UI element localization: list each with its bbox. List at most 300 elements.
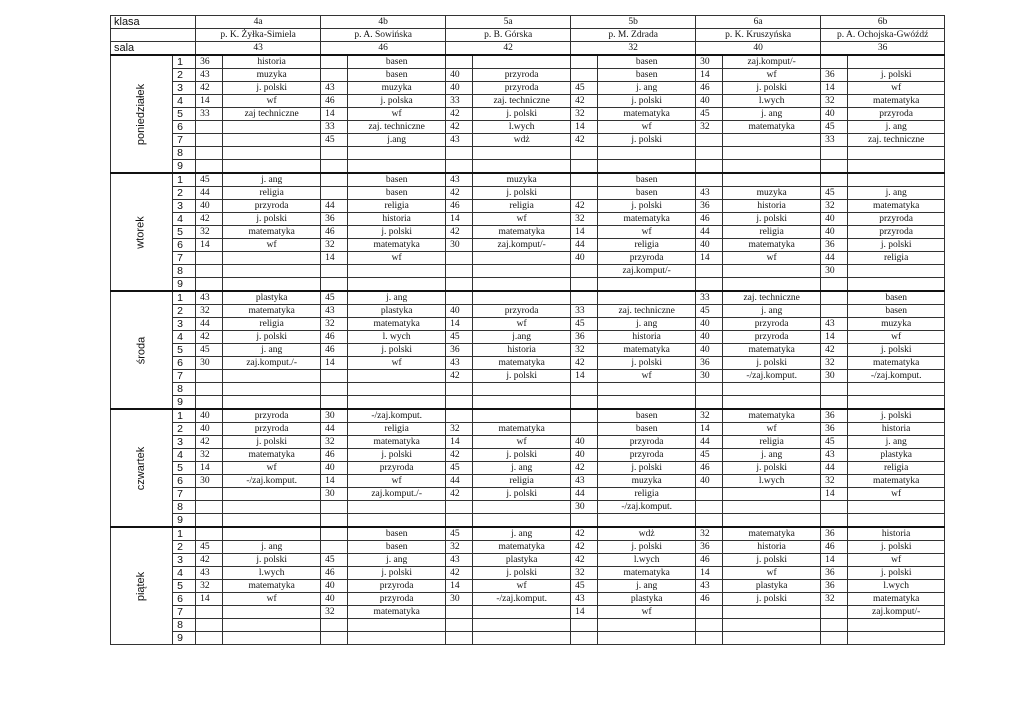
subject: religia bbox=[598, 239, 696, 252]
room-number: 43 bbox=[196, 567, 223, 580]
room-number: 45 bbox=[446, 527, 473, 541]
subject: wf bbox=[223, 593, 321, 606]
subject: j. ang bbox=[473, 527, 571, 541]
subject bbox=[723, 632, 821, 645]
subject: wf bbox=[348, 357, 446, 370]
subject: muzyka bbox=[223, 69, 321, 82]
lesson-number: 2 bbox=[173, 187, 196, 200]
lesson-number: 7 bbox=[173, 370, 196, 383]
room-number bbox=[321, 69, 348, 82]
subject: przyroda bbox=[473, 305, 571, 318]
room-number: 43 bbox=[196, 291, 223, 305]
lesson-number: 6 bbox=[173, 593, 196, 606]
subject: basen bbox=[848, 305, 945, 318]
lesson-row bbox=[111, 318, 945, 331]
subject bbox=[723, 278, 821, 292]
lesson-number: 4 bbox=[173, 567, 196, 580]
room-number: 40 bbox=[821, 226, 848, 239]
subject: matematyka bbox=[348, 606, 446, 619]
room-number bbox=[696, 278, 723, 292]
subject bbox=[598, 383, 696, 396]
class-teacher: p. A. Sowińska bbox=[321, 29, 446, 42]
subject: matematyka bbox=[348, 239, 446, 252]
room-number: 45 bbox=[321, 134, 348, 147]
room-number bbox=[196, 619, 223, 632]
subject: wf bbox=[223, 239, 321, 252]
subject: j. polski bbox=[348, 344, 446, 357]
subject: j. polski bbox=[723, 462, 821, 475]
subject: j. polski bbox=[473, 449, 571, 462]
room-number bbox=[821, 383, 848, 396]
subject: religia bbox=[598, 488, 696, 501]
room-number: 14 bbox=[571, 226, 598, 239]
subject: j. polski bbox=[598, 357, 696, 370]
subject: wf bbox=[598, 370, 696, 383]
lesson-row bbox=[111, 554, 945, 567]
lesson-number: 4 bbox=[173, 449, 196, 462]
room-number: 14 bbox=[321, 252, 348, 265]
subject: przyroda bbox=[723, 331, 821, 344]
subject bbox=[348, 278, 446, 292]
room-number: 36 bbox=[696, 200, 723, 213]
lesson-row bbox=[111, 121, 945, 134]
subject: religia bbox=[348, 423, 446, 436]
subject bbox=[223, 147, 321, 160]
subject bbox=[348, 147, 446, 160]
lesson-number: 8 bbox=[173, 383, 196, 396]
room-number bbox=[196, 396, 223, 410]
lesson-row bbox=[111, 187, 945, 200]
subject: basen bbox=[348, 541, 446, 554]
subject bbox=[223, 252, 321, 265]
subject bbox=[348, 396, 446, 410]
room-number bbox=[696, 134, 723, 147]
room-number bbox=[446, 606, 473, 619]
subject: l.wych bbox=[223, 567, 321, 580]
lesson-number: 5 bbox=[173, 226, 196, 239]
day-label bbox=[111, 55, 173, 173]
room-number: 30 bbox=[321, 409, 348, 423]
subject: j. polski bbox=[473, 187, 571, 200]
lesson-number: 5 bbox=[173, 108, 196, 121]
room-number: 45 bbox=[696, 449, 723, 462]
room-number bbox=[821, 632, 848, 645]
subject: j. ang bbox=[348, 554, 446, 567]
class-name: 5a bbox=[446, 16, 571, 29]
subject: historia bbox=[348, 213, 446, 226]
subject bbox=[223, 527, 321, 541]
room-number bbox=[321, 396, 348, 410]
room-number bbox=[571, 69, 598, 82]
subject bbox=[473, 160, 571, 174]
room-number: 14 bbox=[571, 606, 598, 619]
room-number bbox=[571, 147, 598, 160]
subject bbox=[348, 265, 446, 278]
room-number: 45 bbox=[321, 291, 348, 305]
room-number bbox=[446, 265, 473, 278]
room-number bbox=[821, 305, 848, 318]
room-number: 14 bbox=[821, 82, 848, 95]
room-number: 45 bbox=[571, 318, 598, 331]
subject: j. ang bbox=[848, 436, 945, 449]
lesson-number: 1 bbox=[173, 173, 196, 187]
lesson-row bbox=[111, 475, 945, 488]
lesson-number: 3 bbox=[173, 200, 196, 213]
subject: religia bbox=[723, 226, 821, 239]
room-number: 32 bbox=[321, 436, 348, 449]
subject: zaj. techniczne bbox=[848, 134, 945, 147]
day-name: czwartek bbox=[135, 446, 148, 490]
subject: muzyka bbox=[723, 187, 821, 200]
lesson-number: 6 bbox=[173, 121, 196, 134]
room-number: 40 bbox=[446, 69, 473, 82]
subject bbox=[473, 409, 571, 423]
subject: przyroda bbox=[598, 252, 696, 265]
subject: basen bbox=[348, 173, 446, 187]
subject: basen bbox=[348, 55, 446, 69]
room-number bbox=[321, 383, 348, 396]
subject bbox=[223, 488, 321, 501]
subject: basen bbox=[348, 69, 446, 82]
subject: plastyka bbox=[598, 593, 696, 606]
lesson-row bbox=[111, 252, 945, 265]
subject bbox=[723, 501, 821, 514]
class-room-row bbox=[111, 42, 945, 56]
room-number bbox=[196, 514, 223, 528]
room-number: 43 bbox=[696, 580, 723, 593]
blank-cell bbox=[111, 29, 196, 42]
room-number bbox=[571, 187, 598, 200]
subject: j. polski bbox=[223, 436, 321, 449]
room-number: 42 bbox=[196, 82, 223, 95]
room-number: 43 bbox=[446, 173, 473, 187]
lesson-number: 5 bbox=[173, 344, 196, 357]
subject bbox=[223, 121, 321, 134]
room-number: 44 bbox=[821, 252, 848, 265]
subject: wf bbox=[723, 69, 821, 82]
room-number bbox=[196, 134, 223, 147]
subject: wf bbox=[723, 252, 821, 265]
room-number: 42 bbox=[446, 187, 473, 200]
room-number: 40 bbox=[321, 580, 348, 593]
subject: matematyka bbox=[473, 541, 571, 554]
subject: j. polski bbox=[848, 409, 945, 423]
lesson-row bbox=[111, 357, 945, 370]
subject: wf bbox=[473, 318, 571, 331]
subject: matematyka bbox=[848, 200, 945, 213]
lesson-row bbox=[111, 632, 945, 645]
room-number: 14 bbox=[196, 95, 223, 108]
subject: przyroda bbox=[473, 82, 571, 95]
lesson-row bbox=[111, 160, 945, 174]
room-number bbox=[571, 632, 598, 645]
room-number: 45 bbox=[196, 173, 223, 187]
room-number: 14 bbox=[821, 488, 848, 501]
room-number: 40 bbox=[446, 82, 473, 95]
room-number: 45 bbox=[571, 580, 598, 593]
room-number: 46 bbox=[696, 82, 723, 95]
room-number: 44 bbox=[196, 318, 223, 331]
subject: religia bbox=[223, 187, 321, 200]
subject bbox=[348, 514, 446, 528]
room-number: 44 bbox=[571, 488, 598, 501]
subject: j. polski bbox=[473, 567, 571, 580]
room-number: 44 bbox=[196, 187, 223, 200]
subject: historia bbox=[598, 331, 696, 344]
room-number: 36 bbox=[446, 344, 473, 357]
lesson-number: 2 bbox=[173, 541, 196, 554]
day-label bbox=[111, 291, 173, 409]
subject: basen bbox=[598, 409, 696, 423]
subject: wf bbox=[723, 567, 821, 580]
lesson-row bbox=[111, 200, 945, 213]
room-number: 45 bbox=[196, 541, 223, 554]
lesson-number: 7 bbox=[173, 134, 196, 147]
room-number: 32 bbox=[696, 527, 723, 541]
lesson-row bbox=[111, 462, 945, 475]
lesson-row bbox=[111, 541, 945, 554]
room-number: 43 bbox=[571, 475, 598, 488]
room-number bbox=[821, 160, 848, 174]
subject: j. ang bbox=[723, 108, 821, 121]
room-number: 46 bbox=[696, 554, 723, 567]
lesson-row bbox=[111, 226, 945, 239]
room-number bbox=[321, 527, 348, 541]
room-number: 42 bbox=[571, 554, 598, 567]
subject: wf bbox=[473, 436, 571, 449]
subject bbox=[223, 501, 321, 514]
class-teacher-row bbox=[111, 29, 945, 42]
subject: wf bbox=[598, 121, 696, 134]
lesson-number: 7 bbox=[173, 252, 196, 265]
lesson-row bbox=[111, 213, 945, 226]
lesson-row bbox=[111, 514, 945, 528]
subject: matematyka bbox=[723, 239, 821, 252]
subject: j. ang bbox=[598, 318, 696, 331]
subject bbox=[723, 265, 821, 278]
room-number: 40 bbox=[196, 409, 223, 423]
room-number bbox=[696, 632, 723, 645]
room-number: 30 bbox=[196, 357, 223, 370]
subject: wf bbox=[598, 226, 696, 239]
lesson-row bbox=[111, 108, 945, 121]
subject: wf bbox=[723, 423, 821, 436]
lesson-number: 1 bbox=[173, 527, 196, 541]
subject: przyroda bbox=[223, 423, 321, 436]
subject bbox=[848, 160, 945, 174]
subject: religia bbox=[348, 200, 446, 213]
subject bbox=[598, 396, 696, 410]
room-number: 44 bbox=[321, 200, 348, 213]
lesson-number: 9 bbox=[173, 278, 196, 292]
lesson-number: 1 bbox=[173, 409, 196, 423]
subject: wf bbox=[598, 606, 696, 619]
lesson-row bbox=[111, 580, 945, 593]
subject: matematyka bbox=[723, 527, 821, 541]
room-number: 43 bbox=[321, 305, 348, 318]
lesson-number: 4 bbox=[173, 95, 196, 108]
room-number: 36 bbox=[321, 213, 348, 226]
subject bbox=[473, 55, 571, 69]
subject: j. ang bbox=[473, 462, 571, 475]
subject: plastyka bbox=[223, 291, 321, 305]
room-number: 46 bbox=[696, 213, 723, 226]
room-number bbox=[196, 265, 223, 278]
lesson-number: 1 bbox=[173, 291, 196, 305]
room-number bbox=[446, 619, 473, 632]
subject: matematyka bbox=[348, 318, 446, 331]
room-number bbox=[821, 147, 848, 160]
room-number: 46 bbox=[446, 200, 473, 213]
room-number: 46 bbox=[321, 95, 348, 108]
room-number bbox=[571, 160, 598, 174]
room-number bbox=[446, 514, 473, 528]
room-number bbox=[446, 396, 473, 410]
lesson-row bbox=[111, 409, 945, 423]
lesson-row bbox=[111, 55, 945, 69]
room-number bbox=[446, 160, 473, 174]
room-number bbox=[571, 396, 598, 410]
room-number bbox=[321, 619, 348, 632]
subject: muzyka bbox=[848, 318, 945, 331]
room-number: 42 bbox=[571, 462, 598, 475]
room-number bbox=[196, 606, 223, 619]
lesson-row bbox=[111, 265, 945, 278]
subject bbox=[723, 619, 821, 632]
subject: j. ang bbox=[598, 580, 696, 593]
lesson-row bbox=[111, 278, 945, 292]
lesson-row bbox=[111, 423, 945, 436]
class-teacher: p. B. Górska bbox=[446, 29, 571, 42]
lesson-number: 2 bbox=[173, 305, 196, 318]
class-teacher: p. A. Ochojska-Gwóźdź bbox=[821, 29, 945, 42]
subject bbox=[473, 632, 571, 645]
lesson-number: 4 bbox=[173, 213, 196, 226]
room-number: 14 bbox=[696, 69, 723, 82]
room-number: 42 bbox=[571, 200, 598, 213]
room-number: 36 bbox=[571, 331, 598, 344]
lesson-row bbox=[111, 305, 945, 318]
subject: przyroda bbox=[348, 462, 446, 475]
subject: plastyka bbox=[848, 449, 945, 462]
subject: basen bbox=[598, 69, 696, 82]
subject bbox=[848, 632, 945, 645]
room-number: 32 bbox=[571, 213, 598, 226]
subject: j. ang bbox=[348, 291, 446, 305]
room-number: 40 bbox=[696, 95, 723, 108]
lesson-number: 9 bbox=[173, 514, 196, 528]
subject bbox=[723, 606, 821, 619]
room-number bbox=[696, 488, 723, 501]
subject: przyroda bbox=[598, 436, 696, 449]
subject bbox=[848, 278, 945, 292]
room-number: 46 bbox=[321, 567, 348, 580]
room-number: 40 bbox=[696, 239, 723, 252]
subject: wf bbox=[473, 213, 571, 226]
room-number bbox=[321, 187, 348, 200]
room-number: 33 bbox=[321, 121, 348, 134]
subject: przyroda bbox=[848, 108, 945, 121]
subject: wf bbox=[223, 95, 321, 108]
subject: przyroda bbox=[223, 409, 321, 423]
day-label bbox=[111, 527, 173, 645]
room-number: 32 bbox=[821, 593, 848, 606]
lesson-row bbox=[111, 383, 945, 396]
subject: basen bbox=[348, 527, 446, 541]
subject: j. polski bbox=[723, 357, 821, 370]
subject: -/zaj.komput. bbox=[598, 501, 696, 514]
subject: zaj.komput/- bbox=[848, 606, 945, 619]
subject: przyroda bbox=[848, 213, 945, 226]
room-number: 43 bbox=[321, 82, 348, 95]
room-number: 40 bbox=[321, 462, 348, 475]
room-number: 45 bbox=[696, 305, 723, 318]
room-number bbox=[821, 396, 848, 410]
subject: przyroda bbox=[223, 200, 321, 213]
room-number bbox=[446, 252, 473, 265]
room-number: 45 bbox=[821, 187, 848, 200]
subject: matematyka bbox=[598, 108, 696, 121]
class-teacher: p. K. Żyłka-Simiela bbox=[196, 29, 321, 42]
subject bbox=[348, 370, 446, 383]
room-number: 44 bbox=[696, 436, 723, 449]
room-number: 30 bbox=[821, 370, 848, 383]
room-number bbox=[571, 265, 598, 278]
day-label bbox=[111, 173, 173, 291]
subject: przyroda bbox=[723, 318, 821, 331]
subject: wf bbox=[348, 475, 446, 488]
lesson-number: 7 bbox=[173, 488, 196, 501]
room-number: 14 bbox=[196, 239, 223, 252]
subject: zaj. techniczne bbox=[598, 305, 696, 318]
subject: l.wych bbox=[723, 95, 821, 108]
room-number: 32 bbox=[446, 423, 473, 436]
lesson-number: 8 bbox=[173, 501, 196, 514]
subject: j. polski bbox=[723, 554, 821, 567]
subject: matematyka bbox=[598, 213, 696, 226]
class-name: 4b bbox=[321, 16, 446, 29]
subject: j. polski bbox=[473, 488, 571, 501]
subject: matematyka bbox=[223, 580, 321, 593]
room-number bbox=[321, 541, 348, 554]
room-number: 43 bbox=[446, 554, 473, 567]
room-number: 14 bbox=[321, 357, 348, 370]
day-name: wtorek bbox=[135, 215, 148, 249]
room-number: 45 bbox=[446, 331, 473, 344]
room-number: 14 bbox=[821, 331, 848, 344]
room-number bbox=[446, 501, 473, 514]
subject: basen bbox=[848, 291, 945, 305]
room-number: 36 bbox=[821, 239, 848, 252]
room-number: 42 bbox=[196, 331, 223, 344]
room-number bbox=[196, 278, 223, 292]
subject: muzyka bbox=[473, 173, 571, 187]
class-teacher: p. M. Zdrada bbox=[571, 29, 696, 42]
lesson-number: 3 bbox=[173, 436, 196, 449]
room-number: 42 bbox=[446, 370, 473, 383]
subject: j. ang bbox=[223, 173, 321, 187]
subject: wf bbox=[348, 108, 446, 121]
subject: muzyka bbox=[348, 82, 446, 95]
room-number bbox=[446, 409, 473, 423]
subject: j. polski bbox=[848, 541, 945, 554]
subject: j. polski bbox=[723, 213, 821, 226]
room-number: 44 bbox=[446, 475, 473, 488]
subject bbox=[223, 278, 321, 292]
subject: j. polski bbox=[348, 226, 446, 239]
timetable bbox=[110, 15, 945, 645]
lesson-number: 2 bbox=[173, 423, 196, 436]
